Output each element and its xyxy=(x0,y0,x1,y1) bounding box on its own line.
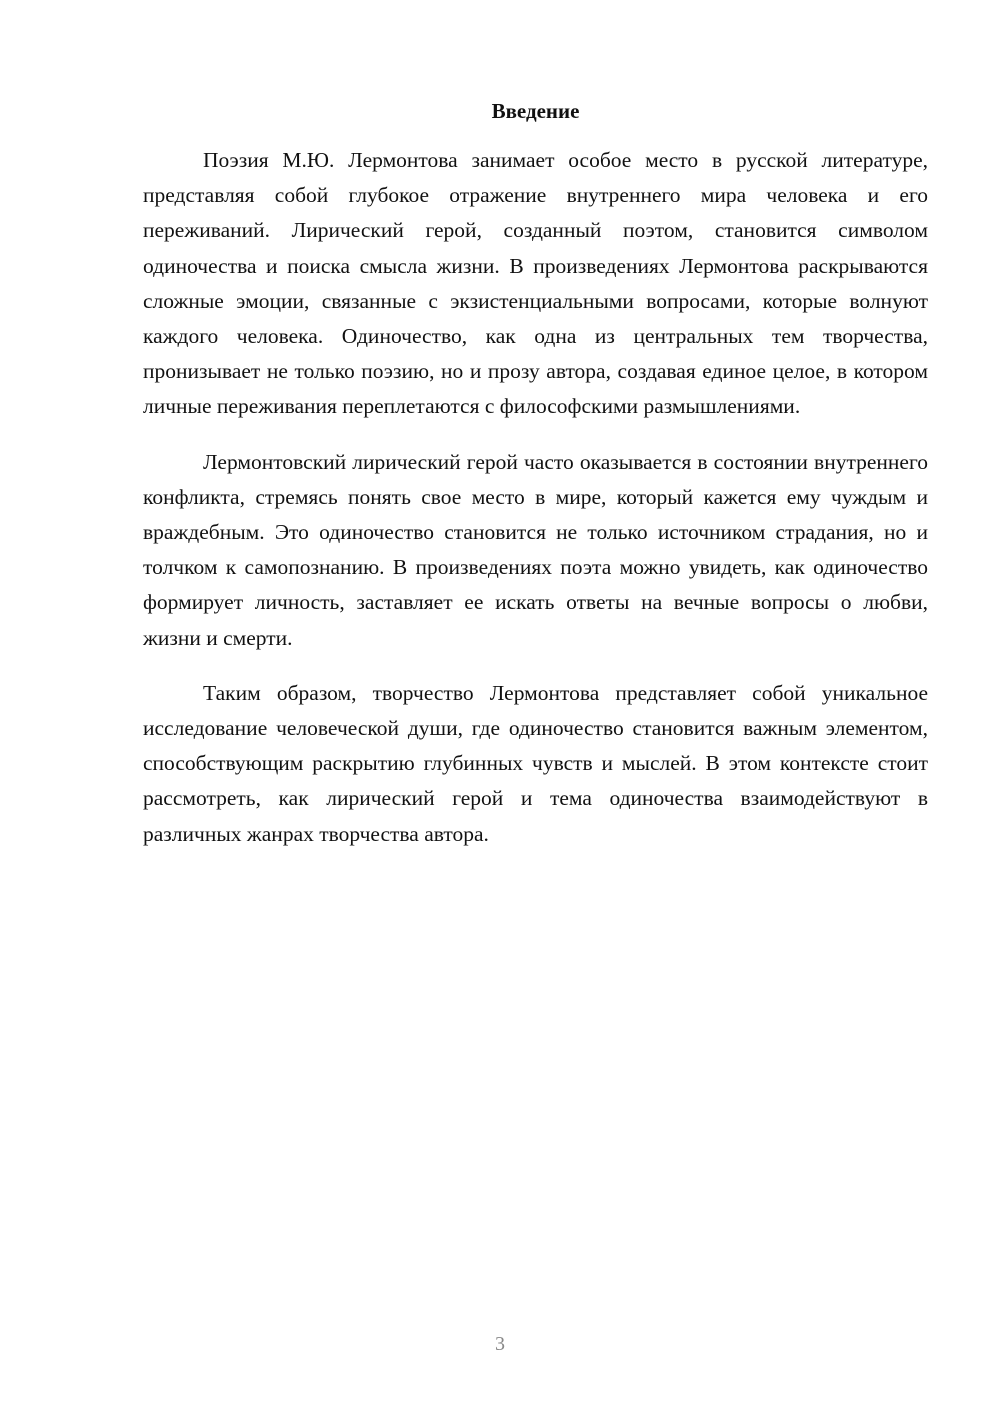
paragraph-3: Таким образом, творчество Лермонтова представляет собой уникальное исследование человеческой души, где одиночество становится важным элементом, способствующим раскрытию глубинных чувств и мыслей. В этом контексте стоит рассмотреть, как лирический герой и тема одиночества взаимодействуют в различных жанрах творчества автора. xyxy=(143,680,928,846)
page-number: 3 xyxy=(495,1333,505,1355)
paragraph-2: Лермонтовский лирический герой часто оказывается в состоянии внутреннего конфликта, стремясь понять свое место в мире, который кажется ему чуждым и враждебным. Это одиночество становится не только источником страдания, но и толчком к самопознанию. В произведениях поэта можно увидеть, как одиночество формирует личность, заставляет ее искать ответы на вечные вопросы о любви, жизни и смерти. xyxy=(143,449,928,650)
section-heading: Введение xyxy=(491,99,580,123)
body-text xyxy=(143,143,928,872)
paragraph-1: Поэзия М.Ю. Лермонтова занимает особое место в русской литературе, представляя собой глубокое отражение внутреннего мира человека и его переживаний. Лирический герой, созданный поэтом, становится символом одиночества и поиска смысла жизни. В произведениях Лермонтова раскрываются сложные эмоции, связанные с экзистенциальными вопросами, которые волнуют каждого человека. Одиночество, как одна из центральных тем творчества, пронизывает не только поэзию, но и прозу автора, создавая единое целое, в котором личные переживания переплетаются с философскими размышлениями. xyxy=(143,148,928,419)
